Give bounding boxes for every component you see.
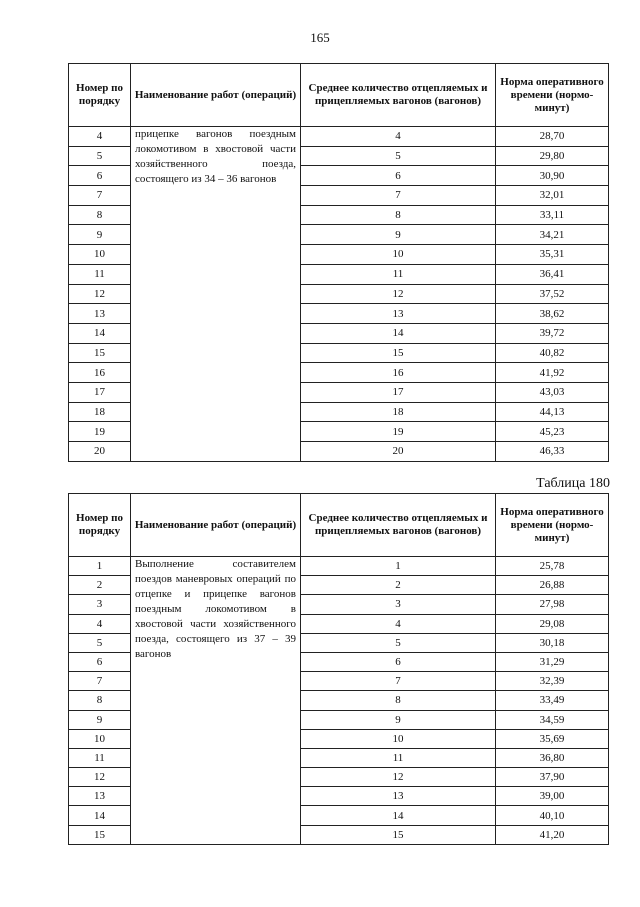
wagon-count: 6 — [301, 652, 496, 671]
wagon-count: 14 — [301, 323, 496, 343]
wagon-count: 4 — [301, 127, 496, 147]
row-number: 13 — [69, 787, 131, 806]
row-number: 12 — [69, 768, 131, 787]
norm-minutes: 38,62 — [496, 304, 609, 324]
row-number: 5 — [69, 633, 131, 652]
norm-minutes: 30,18 — [496, 633, 609, 652]
wagon-count: 7 — [301, 186, 496, 206]
wagon-count: 15 — [301, 825, 496, 844]
wagon-count: 13 — [301, 787, 496, 806]
row-number: 17 — [69, 382, 131, 402]
norm-minutes: 36,41 — [496, 264, 609, 284]
header-number: Номер по порядку — [69, 64, 131, 127]
norm-minutes: 32,39 — [496, 672, 609, 691]
wagon-count: 10 — [301, 729, 496, 748]
norm-minutes: 35,31 — [496, 245, 609, 265]
row-number: 14 — [69, 806, 131, 825]
row-number: 10 — [69, 245, 131, 265]
norm-minutes: 40,82 — [496, 343, 609, 363]
row-number: 8 — [69, 691, 131, 710]
row-number: 5 — [69, 146, 131, 166]
row-number: 9 — [69, 225, 131, 245]
norm-minutes: 37,90 — [496, 768, 609, 787]
norm-minutes: 37,52 — [496, 284, 609, 304]
wagon-count: 6 — [301, 166, 496, 186]
row-number: 7 — [69, 672, 131, 691]
wagon-count: 2 — [301, 576, 496, 595]
wagon-count: 13 — [301, 304, 496, 324]
norm-minutes: 39,00 — [496, 787, 609, 806]
norm-minutes: 34,21 — [496, 225, 609, 245]
norm-minutes: 33,49 — [496, 691, 609, 710]
wagon-count: 8 — [301, 205, 496, 225]
wagon-count: 11 — [301, 748, 496, 767]
row-number: 12 — [69, 284, 131, 304]
row-number: 15 — [69, 343, 131, 363]
norm-minutes: 35,69 — [496, 729, 609, 748]
norm-minutes: 39,72 — [496, 323, 609, 343]
table-row — [69, 557, 609, 576]
norm-minutes: 31,29 — [496, 652, 609, 671]
wagon-count: 16 — [301, 363, 496, 383]
wagon-count: 14 — [301, 806, 496, 825]
row-number: 7 — [69, 186, 131, 206]
row-number: 19 — [69, 422, 131, 442]
norm-minutes: 26,88 — [496, 576, 609, 595]
norm-minutes: 41,20 — [496, 825, 609, 844]
row-number: 2 — [69, 576, 131, 595]
norm-table-180 — [68, 493, 609, 845]
wagon-count: 3 — [301, 595, 496, 614]
table-body — [69, 557, 609, 845]
header-avg-wagons: Среднее количество отцепляемых и прицепляемых вагонов (вагонов) — [301, 64, 496, 127]
norm-minutes: 46,33 — [496, 442, 609, 462]
table-caption: Таблица 180 — [536, 476, 610, 491]
row-number: 1 — [69, 557, 131, 576]
page-number: 165 — [310, 30, 330, 45]
norm-minutes: 45,23 — [496, 422, 609, 442]
row-number: 14 — [69, 323, 131, 343]
wagon-count: 17 — [301, 382, 496, 402]
norm-minutes: 34,59 — [496, 710, 609, 729]
wagon-count: 18 — [301, 402, 496, 422]
wagon-count: 1 — [301, 557, 496, 576]
norm-minutes: 40,10 — [496, 806, 609, 825]
row-number: 18 — [69, 402, 131, 422]
work-description: прицепке вагонов поездным локомотивом в хвостовой части хозяйственного поезда, состоящего из 34 – 36 вагонов — [131, 127, 301, 462]
row-number: 15 — [69, 825, 131, 844]
wagon-count: 5 — [301, 146, 496, 166]
header-number: Номер по порядку — [69, 494, 131, 557]
wagon-count: 20 — [301, 442, 496, 462]
row-number: 6 — [69, 652, 131, 671]
wagon-count: 9 — [301, 710, 496, 729]
norm-minutes: 25,78 — [496, 557, 609, 576]
row-number: 13 — [69, 304, 131, 324]
norm-minutes: 41,92 — [496, 363, 609, 383]
row-number: 3 — [69, 595, 131, 614]
wagon-count: 15 — [301, 343, 496, 363]
norm-minutes: 43,03 — [496, 382, 609, 402]
row-number: 20 — [69, 442, 131, 462]
row-number: 16 — [69, 363, 131, 383]
header-work-name: Наименование работ (операций) — [131, 64, 301, 127]
wagon-count: 10 — [301, 245, 496, 265]
wagon-count: 5 — [301, 633, 496, 652]
norm-minutes: 30,90 — [496, 166, 609, 186]
work-description: Выполнение составителем поездов маневровых операций по отцепке и прицепке вагонов поездным локомотивом в хвостовой части хозяйственного поезда, состоящего из 37 – 39 вагонов — [131, 557, 301, 845]
row-number: 4 — [69, 614, 131, 633]
row-number: 4 — [69, 127, 131, 147]
wagon-count: 9 — [301, 225, 496, 245]
norm-minutes: 36,80 — [496, 748, 609, 767]
norm-minutes: 29,80 — [496, 146, 609, 166]
row-number: 10 — [69, 729, 131, 748]
header-avg-wagons: Среднее количество отцепляемых и прицепляемых вагонов (вагонов) — [301, 494, 496, 557]
header-norm: Норма оперативного времени (нормо-минут) — [496, 64, 609, 127]
row-number: 11 — [69, 748, 131, 767]
wagon-count: 12 — [301, 768, 496, 787]
table-body — [69, 127, 609, 462]
wagon-count: 19 — [301, 422, 496, 442]
norm-table-continued — [68, 63, 609, 462]
table-row — [69, 127, 609, 147]
header-norm: Норма оперативного времени (нормо-минут) — [496, 494, 609, 557]
wagon-count: 4 — [301, 614, 496, 633]
norm-minutes: 27,98 — [496, 595, 609, 614]
norm-minutes: 44,13 — [496, 402, 609, 422]
header-work-name: Наименование работ (операций) — [131, 494, 301, 557]
norm-minutes: 29,08 — [496, 614, 609, 633]
row-number: 11 — [69, 264, 131, 284]
row-number: 9 — [69, 710, 131, 729]
wagon-count: 7 — [301, 672, 496, 691]
norm-minutes: 28,70 — [496, 127, 609, 147]
row-number: 8 — [69, 205, 131, 225]
norm-minutes: 32,01 — [496, 186, 609, 206]
table-header-row — [69, 64, 609, 127]
norm-minutes: 33,11 — [496, 205, 609, 225]
wagon-count: 8 — [301, 691, 496, 710]
row-number: 6 — [69, 166, 131, 186]
wagon-count: 12 — [301, 284, 496, 304]
wagon-count: 11 — [301, 264, 496, 284]
table-header-row — [69, 494, 609, 557]
